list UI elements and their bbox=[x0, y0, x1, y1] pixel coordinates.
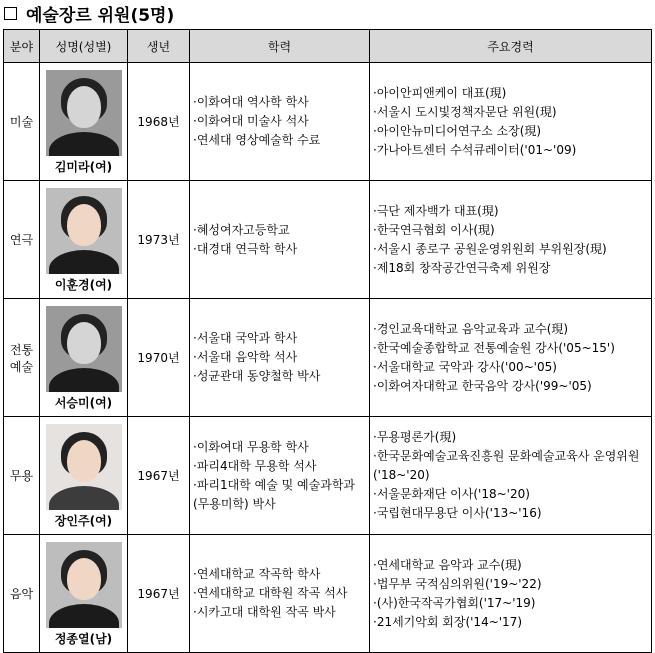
career-item: ·한국예술종합학교 전통예술원 강사('05~15') bbox=[373, 340, 615, 355]
career-item: ·제18회 창작공간연극축제 위원장 bbox=[373, 260, 551, 275]
header-education: 학력 bbox=[190, 30, 370, 63]
career-item: ·극단 제자백가 대표(現) bbox=[373, 203, 499, 218]
career-item: ·서울문화재단 이사('18~'20) bbox=[373, 487, 530, 501]
member-name: 이훈경(여) bbox=[54, 278, 113, 292]
career-item: ·서울시 도시빛정책자문단 위원(現) bbox=[373, 104, 557, 119]
member-name: 정종열(남) bbox=[54, 632, 113, 646]
member-name: 장인주(여) bbox=[54, 514, 113, 528]
education-item: ·연세대 영상예술학 수료 bbox=[193, 133, 321, 147]
name-cell bbox=[40, 181, 128, 299]
field-text: 연극 bbox=[9, 233, 34, 247]
education-item: ·혜성여자고등학교 bbox=[193, 222, 290, 237]
field-cell bbox=[4, 417, 40, 535]
career-item: ·국립현대무용단 이사('13~'16) bbox=[373, 506, 542, 520]
table-row bbox=[4, 417, 652, 535]
portrait-photo bbox=[46, 188, 122, 274]
education-item: ·연세대학교 작곡학 학사 bbox=[193, 567, 321, 581]
table-row bbox=[4, 299, 652, 417]
header-career: 주요경력 bbox=[370, 30, 652, 63]
header-field: 분야 bbox=[4, 30, 40, 63]
career-item: ·(사)한국작곡가협회('17~'19) bbox=[373, 595, 536, 610]
field-text: 미술 bbox=[9, 115, 34, 129]
header-name: 성명(성별) bbox=[40, 30, 128, 63]
education-cell bbox=[190, 299, 370, 417]
header-birth: 생년 bbox=[128, 30, 190, 63]
career-cell bbox=[370, 535, 652, 653]
education-cell bbox=[190, 63, 370, 181]
birth-cell: 1967년 bbox=[128, 417, 190, 535]
career-item: ·아이안피앤케이 대표(現) bbox=[373, 85, 507, 100]
table-header-row bbox=[4, 30, 652, 63]
field-text: 음악 bbox=[9, 587, 34, 601]
education-item: ·연세대학교 대학원 작곡 석사 bbox=[193, 586, 348, 600]
education-item: ·이화여대 무용학 학사 bbox=[193, 439, 309, 454]
education-item: ·서울대 음악학 석사 bbox=[193, 350, 298, 364]
career-item: ·아이안뉴미디어연구소 소장(現) bbox=[373, 123, 542, 138]
education-item: ·서울대 국악과 학사 bbox=[193, 331, 298, 345]
education-item: ·파리1대학 예술 및 예술과학과(무용미학) 박사 bbox=[193, 477, 355, 511]
name-cell bbox=[40, 417, 128, 535]
career-item: ·21세기악회 회장('14~'17) bbox=[373, 614, 523, 629]
member-name: 김미라(여) bbox=[54, 160, 113, 174]
education-item: ·이화여대 미술사 석사 bbox=[193, 114, 309, 128]
committee-table bbox=[3, 29, 652, 653]
education-item: ·시카고대 대학원 작곡 박사 bbox=[193, 605, 336, 619]
birth-cell: 1973년 bbox=[128, 181, 190, 299]
career-item: ·한국문화예술교육진흥원 문화예술교육사 운영위원('18~'20) bbox=[373, 449, 640, 482]
field-cell bbox=[4, 299, 40, 417]
portrait-photo bbox=[46, 424, 122, 510]
career-item: ·법무부 국적심의위원('19~'22) bbox=[373, 576, 542, 591]
career-item: ·가나아트센터 수석큐레이터('01~'09) bbox=[373, 142, 577, 157]
career-item: ·서울대학교 국악과 강사('00~'05) bbox=[373, 359, 557, 374]
career-item: ·서울시 종로구 공원운영위원회 부위원장(現) bbox=[373, 241, 607, 256]
career-cell bbox=[370, 63, 652, 181]
table-row bbox=[4, 535, 652, 653]
career-item: ·연세대학교 음악과 교수(現) bbox=[373, 557, 522, 572]
education-item: ·대경대 연극학 학사 bbox=[193, 241, 298, 256]
name-cell bbox=[40, 535, 128, 653]
field-cell bbox=[4, 535, 40, 653]
education-item: ·파리4대학 무용학 석사 bbox=[193, 458, 317, 473]
birth-cell: 1970년 bbox=[128, 299, 190, 417]
career-item: ·한국연극협회 이사(現) bbox=[373, 222, 495, 237]
portrait-photo bbox=[46, 70, 122, 156]
table-row bbox=[4, 181, 652, 299]
member-name: 서승미(여) bbox=[54, 396, 113, 410]
career-cell bbox=[370, 299, 652, 417]
education-item: ·성균관대 동양철학 박사 bbox=[193, 369, 321, 383]
portrait-photo bbox=[46, 306, 122, 392]
name-cell bbox=[40, 299, 128, 417]
portrait-photo bbox=[46, 542, 122, 628]
career-cell bbox=[370, 181, 652, 299]
field-text: 무용 bbox=[9, 469, 34, 483]
education-item: ·이화여대 역사학 학사 bbox=[193, 95, 309, 109]
birth-cell: 1967년 bbox=[128, 535, 190, 653]
education-cell bbox=[190, 181, 370, 299]
birth-cell: 1968년 bbox=[128, 63, 190, 181]
career-item: ·무용평론가(現) bbox=[373, 430, 457, 444]
field-cell bbox=[4, 181, 40, 299]
career-item: ·이화여자대학교 한국음악 강사('99~'05) bbox=[373, 378, 592, 393]
field-text: 전통 예술 bbox=[9, 342, 34, 374]
checkbox-square-icon bbox=[4, 7, 17, 20]
section-title bbox=[4, 2, 174, 24]
career-cell bbox=[370, 417, 652, 535]
field-cell bbox=[4, 63, 40, 181]
title-text: 예술장르 위원(5명) bbox=[26, 5, 175, 26]
name-cell bbox=[40, 63, 128, 181]
education-cell bbox=[190, 535, 370, 653]
education-cell bbox=[190, 417, 370, 535]
career-item: ·경인교육대학교 음악교육과 교수(現) bbox=[373, 321, 569, 336]
table-row bbox=[4, 63, 652, 181]
